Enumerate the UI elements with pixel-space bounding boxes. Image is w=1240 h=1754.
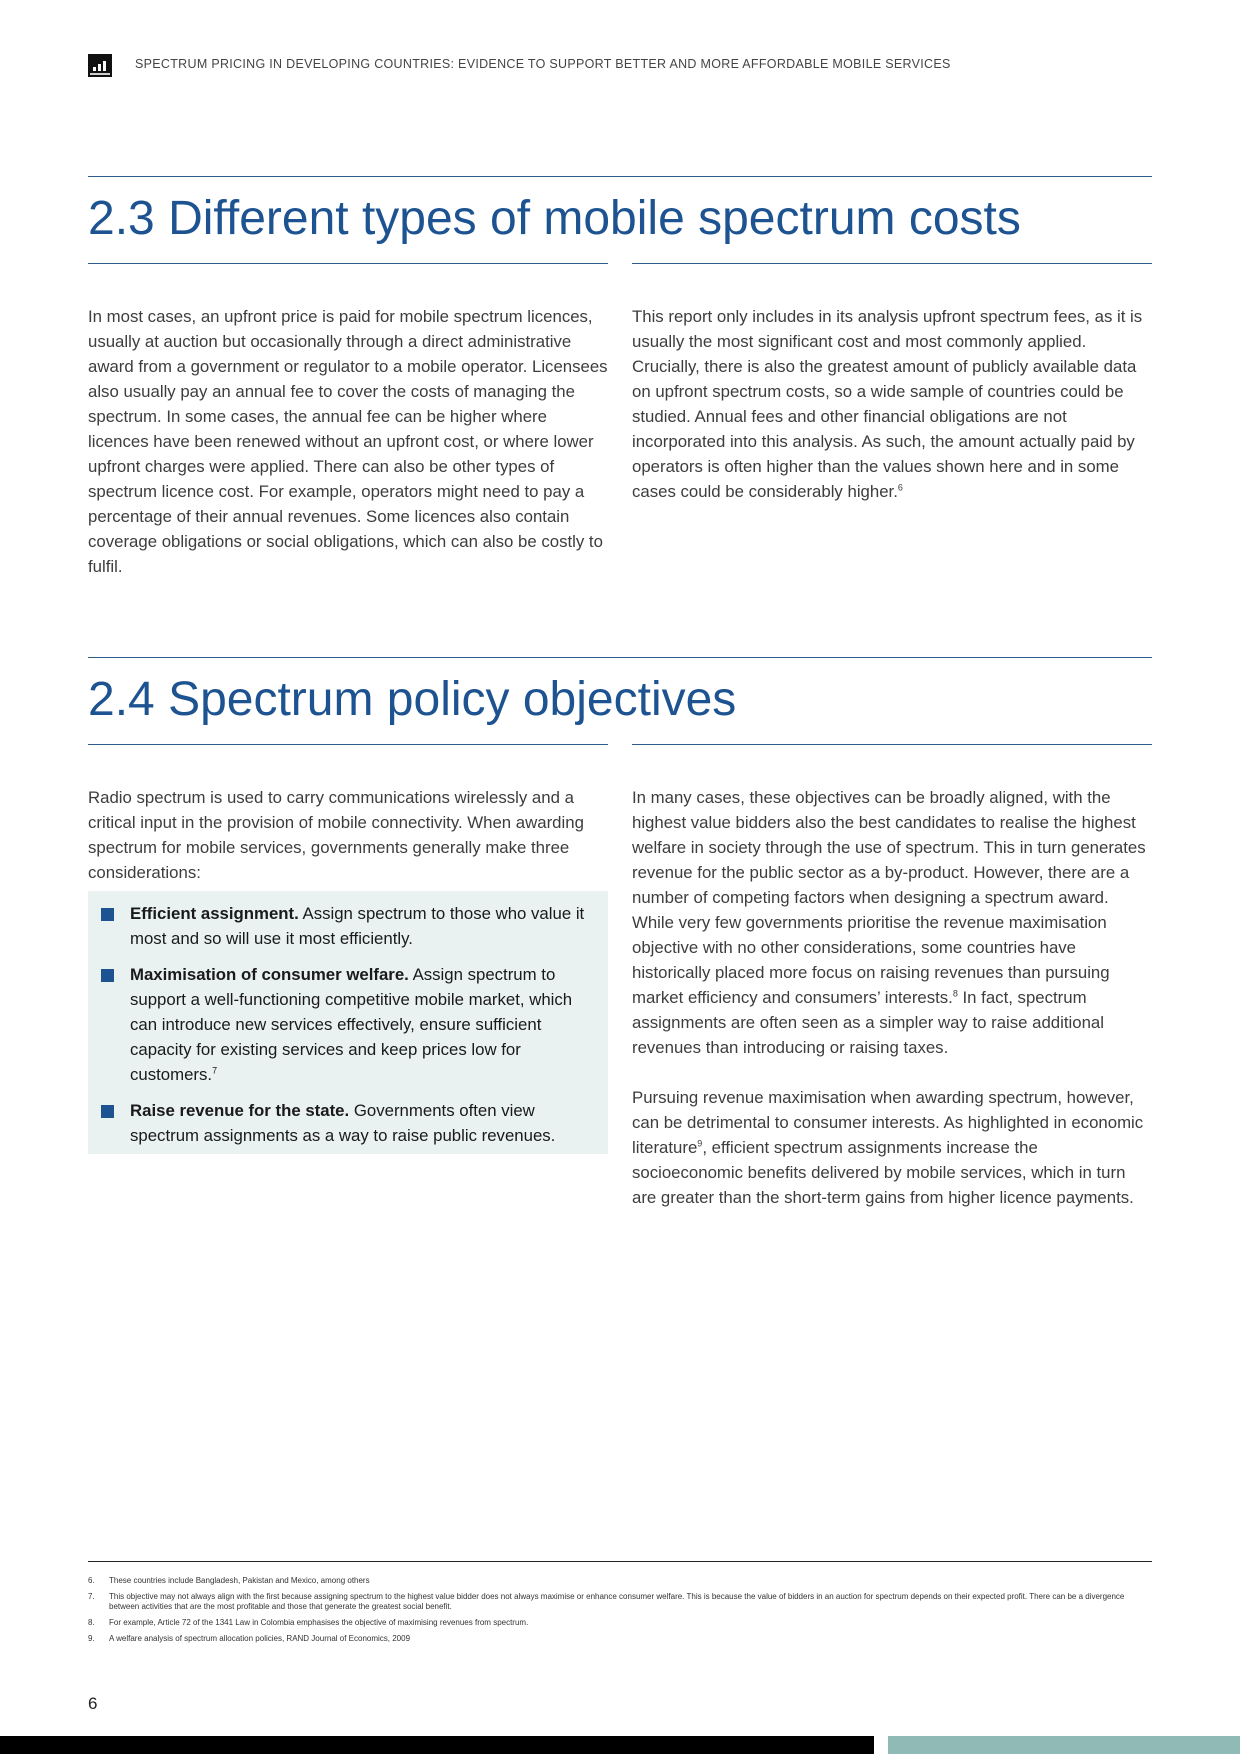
bullet-text: Assign spectrum to those who value it most and so will use it most efficiently. (130, 904, 585, 948)
footnote-ref: 8 (952, 988, 958, 999)
footnote (88, 1592, 1152, 1612)
footnote-number: 9. (88, 1634, 95, 1643)
column-rule-right (632, 744, 1152, 745)
footnote-text: This objective may not always align with the first because assigning spectrum to the highest value bidder does not always maximise or enhance consumer welfare. This is because the value of bidders in an auction for spectrum depends on their expected profit. There can be a divergence between activities that are the most profitable and those that generate the greatest social benefit. (109, 1592, 1125, 1611)
section-rule-top (88, 176, 1152, 177)
intro-paragraph: Radio spectrum is used to carry communications wirelessly and a critical input in the provision of mobile connectivity. When awarding spectrum for mobile services, governments generally make three considerations: (88, 788, 584, 882)
paragraph-text: Pursuing revenue maximisation when awarding spectrum, however, can be detrimental to consumer interests. As highlighted in economic literature (632, 1088, 1144, 1157)
footnotes (88, 1576, 1152, 1650)
footer-bar-dark (0, 1736, 874, 1754)
footer-bar-teal (888, 1736, 1240, 1754)
gsma-logo-icon (88, 54, 112, 77)
column-rule-right (632, 263, 1152, 264)
footnote-number: 8. (88, 1618, 95, 1627)
paragraph (632, 304, 1152, 504)
bullet-heading: Maximisation of consumer welfare. (130, 965, 409, 984)
objectives-callout (88, 891, 608, 1154)
section-2-3-right-column (632, 304, 1152, 504)
bullet-square-icon (101, 908, 114, 921)
section-title-2-4: 2.4 Spectrum policy objectives (88, 673, 737, 726)
column-rule-left (88, 744, 608, 745)
section-rule-top (88, 657, 1152, 658)
bullet-square-icon (101, 969, 114, 982)
paragraph (632, 785, 1152, 1060)
column-rule-left (88, 263, 608, 264)
list-item (88, 901, 592, 951)
footnote-rule (88, 1561, 1152, 1562)
footnote-text: A welfare analysis of spectrum allocation policies, RAND Journal of Economics, 2009 (109, 1634, 411, 1643)
list-item (88, 1098, 592, 1148)
footnote-text: For example, Article 72 of the 1341 Law in Colombia emphasises the objective of maximising revenues from spectrum. (109, 1618, 529, 1627)
paragraph-text: , efficient spectrum assignments increase the socioeconomic benefits delivered by mobile services, which in turn are greater than the short-term gains from higher licence payments. (632, 1138, 1134, 1207)
objectives-list (88, 891, 608, 1148)
section-2-3-left-column (88, 304, 608, 579)
list-item (88, 962, 592, 1087)
page-number: 6 (88, 1694, 98, 1713)
footnote (88, 1576, 1152, 1586)
footnote-number: 7. (88, 1592, 95, 1601)
section-title-2-3: 2.3 Different types of mobile spectrum costs (88, 192, 1021, 245)
bullet-square-icon (101, 1105, 114, 1118)
footnote-number: 6. (88, 1576, 95, 1585)
footnote-text: These countries include Bangladesh, Pakistan and Mexico, among others (109, 1576, 370, 1585)
running-header: SPECTRUM PRICING IN DEVELOPING COUNTRIES: EVIDENCE TO SUPPORT BETTER AND MORE AFFORDABLE MOBILE SERVICES (135, 57, 951, 71)
paragraph-text: This report only includes in its analysis upfront spectrum fees, as it is usually the most significant cost and most commonly applied. Crucially, there is also the greatest amount of publicly available data on upfront spectrum costs, so a wide sample of countries could be studied. Annual fees and other financial obligations are not incorporated into this analysis. As such, the amount actually paid by operators is often higher than the values shown here and in some cases could be considerably higher. (632, 307, 1143, 501)
section-2-4-right-column (632, 785, 1152, 1210)
footnote (88, 1618, 1152, 1628)
bullet-text: Governments often view spectrum assignments as a way to raise public revenues. (130, 1101, 556, 1145)
paragraph-text: In many cases, these objectives can be broadly aligned, with the highest value bidders also the best candidates to realise the highest welfare in society through the use of spectrum. This in turn generates revenue for the public sector as a by-product. However, there are a number of competing factors when designing a spectrum award. While very few governments prioritise the revenue maximisation objective with no other considerations, some countries have historically placed more focus on raising revenues than pursuing market efficiency and consumers’ interests. (632, 788, 1146, 1007)
footnote-ref: 9 (697, 1138, 703, 1149)
bullet-text: Assign spectrum to support a well-functioning competitive mobile market, which can introduce new services effectively, ensure sufficient capacity for existing services and keep prices low for customers. (130, 965, 573, 1084)
section-2-4-left-column (88, 785, 608, 885)
paragraph (632, 1085, 1152, 1210)
bullet-heading: Raise revenue for the state. (130, 1101, 350, 1120)
paragraph: In most cases, an upfront price is paid for mobile spectrum licences, usually at auction but occasionally through a direct administrative award from a government or regulator to a mobile operator. Licensees also usually pay an annual fee to cover the costs of managing the spectrum. In some cases, the annual fee can be higher where licences have been renewed without an upfront cost, or where lower upfront charges were applied. There can also be other types of spectrum licence cost. For example, operators might need to pay a percentage of their annual revenues. Some licences also contain coverage obligations or social obligations, which can also be costly to fulfil. (88, 307, 608, 576)
bullet-heading: Efficient assignment. (130, 904, 299, 923)
footnote-ref: 6 (897, 482, 903, 493)
paragraph-text: In fact, spectrum assignments are often seen as a simpler way to raise additional revenues than introducing or raising taxes. (632, 988, 1104, 1057)
footnote-ref: 7 (212, 1065, 218, 1076)
footnote (88, 1634, 1152, 1644)
